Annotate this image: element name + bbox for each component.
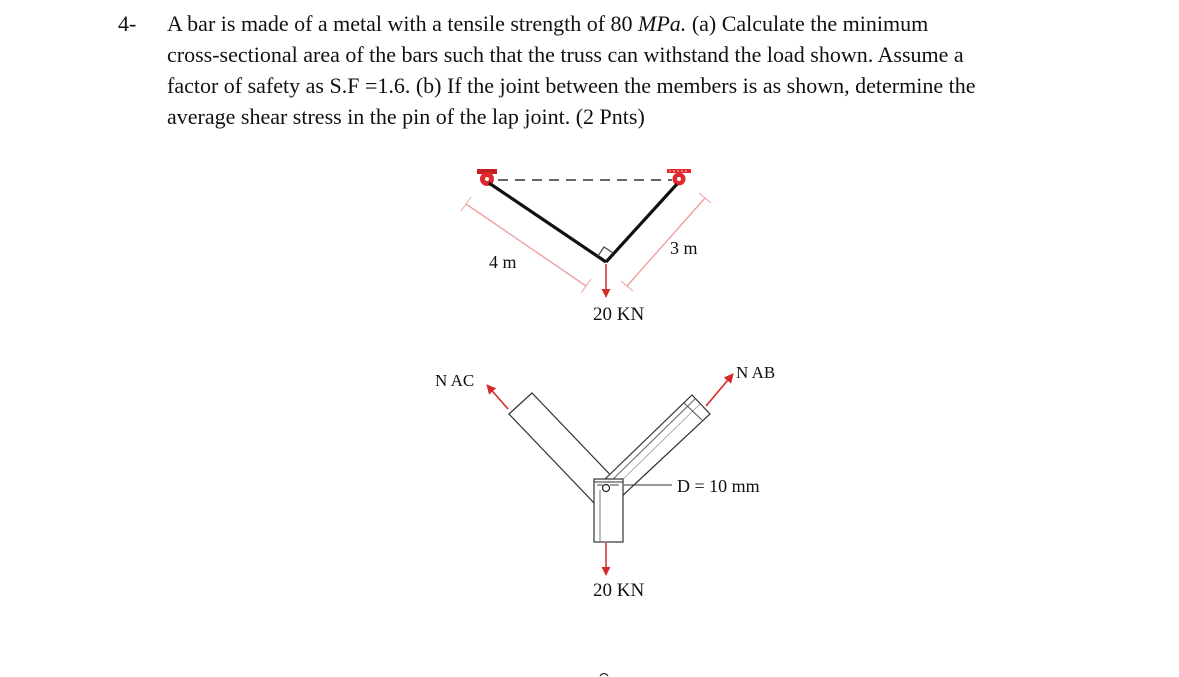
cropped-glyph [600, 674, 608, 677]
pin-diameter-label: D = 10 mm [677, 476, 760, 496]
problem-line-3: factor of safety as S.F =1.6. (b) If the joint between the members is as shown, determine the [167, 73, 976, 98]
force-arrow-ab [706, 374, 733, 406]
load-label-top: 20 KN [593, 304, 645, 325]
problem-line-4: average shear stress in the pin of the lap joint. (2 Pnts) [167, 104, 645, 129]
dimension-label-3m: 3 m [670, 238, 698, 258]
left-support-icon [477, 169, 497, 186]
force-label-ac: N AC [435, 371, 475, 390]
problem-number: 4- [118, 11, 137, 36]
dimension-label-4m: 4 m [489, 252, 517, 272]
problem-line-1: A bar is made of a metal with a tensile strength of 80 MPa. (a) Calculate the minimum [167, 11, 929, 36]
joint-diagram [435, 363, 775, 676]
member-ab [606, 184, 677, 262]
truss-diagram [461, 169, 711, 325]
member-ac [489, 183, 606, 262]
load-label-bottom: 20 KN [593, 580, 645, 601]
force-arrow-ac [487, 385, 508, 409]
dimension-line-4m [461, 197, 591, 293]
problem-line-2: cross-sectional area of the bars such that the truss can withstand the load shown. Assume a [167, 42, 964, 67]
force-label-ab: N AB [736, 363, 776, 382]
right-support-icon [667, 169, 691, 186]
